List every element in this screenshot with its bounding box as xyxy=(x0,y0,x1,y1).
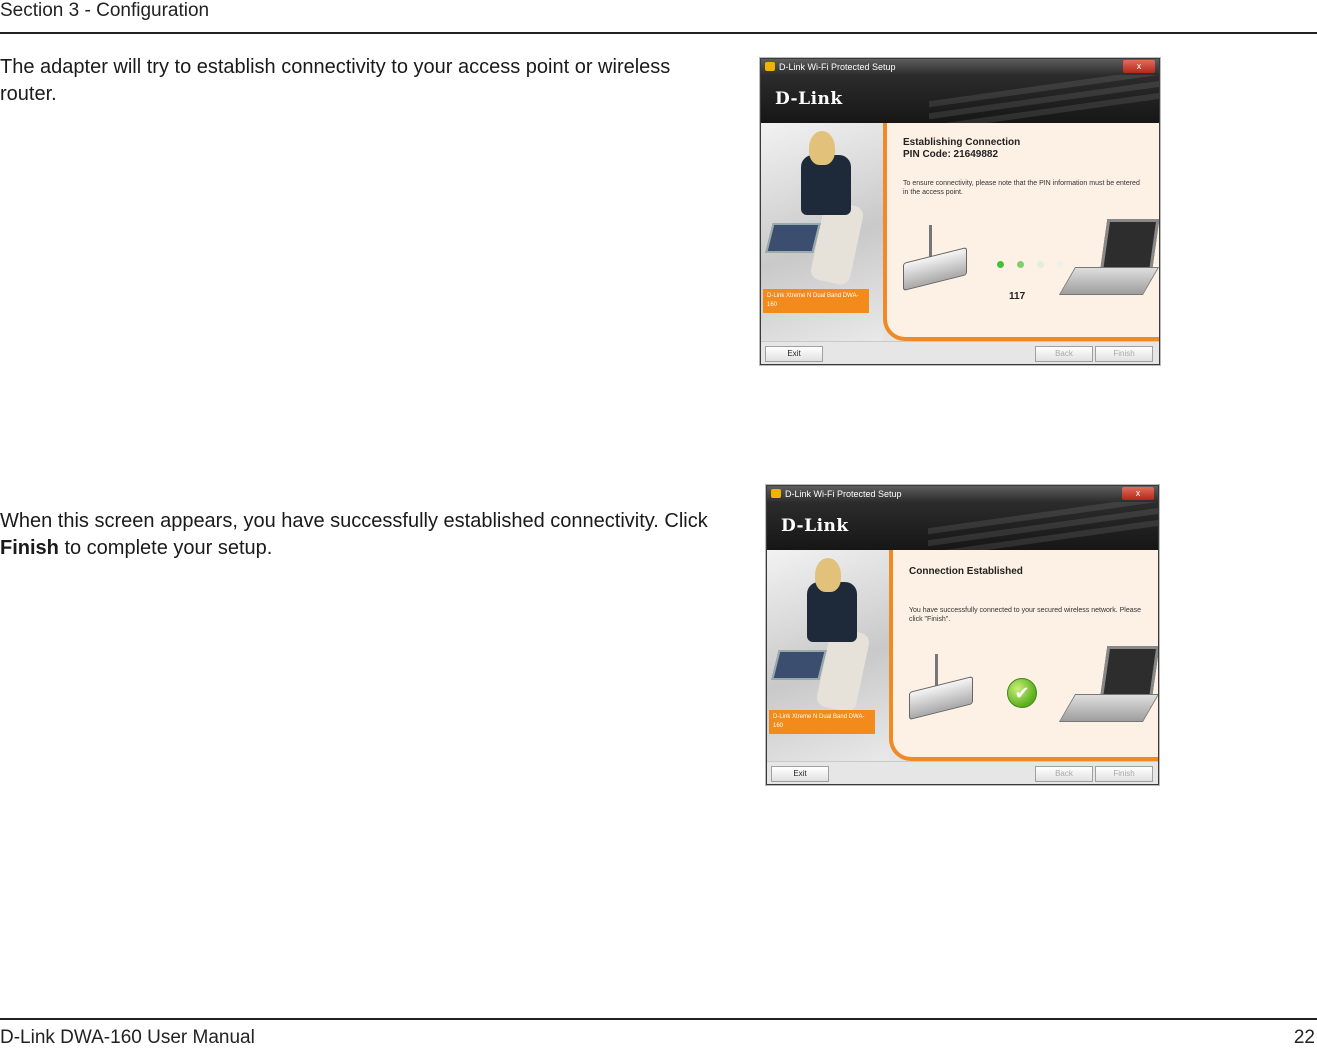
success-check-icon: ✔ xyxy=(1007,678,1037,708)
progress-dot-3 xyxy=(1037,261,1044,268)
brand-bar xyxy=(761,75,1159,123)
app-icon xyxy=(765,62,775,71)
instruction-text: To ensure connectivity, please note that the PIN information must be entered in the access point. xyxy=(903,180,1140,196)
router-icon xyxy=(905,654,975,724)
wps-window-establishing xyxy=(760,58,1160,365)
step-1-text: The adapter will try to establish connectivity to your access point or wireless router. xyxy=(0,56,671,105)
exit-button[interactable]: Exit xyxy=(765,346,823,362)
brand-bar xyxy=(767,502,1158,550)
window-titlebar[interactable] xyxy=(761,59,1159,75)
product-badge: D-Link Xtreme N Dual Band DWA-160 xyxy=(769,710,875,734)
back-button[interactable]: Back xyxy=(1035,766,1093,782)
button-bar xyxy=(767,761,1158,784)
step-2-paragraph xyxy=(0,508,718,562)
content-panel xyxy=(883,123,1159,341)
finish-button[interactable]: Finish xyxy=(1095,346,1153,362)
status-heading: Establishing Connection xyxy=(903,137,1021,148)
window-title: D-Link Wi-Fi Protected Setup xyxy=(779,62,896,72)
laptop-icon xyxy=(1063,219,1159,299)
step-1-paragraph xyxy=(0,54,718,108)
page-number: 22 xyxy=(1293,1027,1315,1048)
pin-code: PIN Code: 21649882 xyxy=(903,149,999,160)
progress-dot-2 xyxy=(1017,261,1024,268)
countdown-counter: 117 xyxy=(1009,291,1026,302)
status-heading: Connection Established xyxy=(909,566,1023,577)
footer-manual-title: D-Link DWA-160 User Manual xyxy=(0,1027,255,1048)
back-button[interactable]: Back xyxy=(1035,346,1093,362)
router-icon xyxy=(899,225,969,295)
progress-dot-1 xyxy=(997,261,1004,268)
dlink-logo: D-Link xyxy=(781,516,849,536)
close-button[interactable]: x xyxy=(1122,487,1154,500)
app-icon xyxy=(771,489,781,498)
button-bar xyxy=(761,341,1159,364)
exit-button[interactable]: Exit xyxy=(771,766,829,782)
instruction-text: You have successfully connected to your secured wireless network. Please click "Finish". xyxy=(909,607,1142,623)
window-titlebar[interactable] xyxy=(767,486,1158,502)
content-panel xyxy=(889,550,1158,761)
finish-button[interactable]: Finish xyxy=(1095,766,1153,782)
wps-window-established xyxy=(766,485,1159,785)
header-rule xyxy=(0,32,1317,34)
section-header: Section 3 - Configuration xyxy=(0,0,210,21)
dlink-logo: D-Link xyxy=(775,89,843,109)
promo-photo xyxy=(761,123,883,341)
step-2-text-before: When this screen appears, you have successfully established connectivity. Click xyxy=(0,510,708,532)
laptop-icon xyxy=(1063,646,1159,726)
finish-keyword: Finish xyxy=(0,537,59,559)
close-button[interactable]: x xyxy=(1123,60,1155,73)
promo-photo xyxy=(767,550,889,761)
product-badge: D-Link Xtreme N Dual Band DWA-160 xyxy=(763,289,869,313)
footer-rule xyxy=(0,1018,1317,1020)
window-title: D-Link Wi-Fi Protected Setup xyxy=(785,489,902,499)
step-2-text-after: to complete your setup. xyxy=(58,537,273,559)
